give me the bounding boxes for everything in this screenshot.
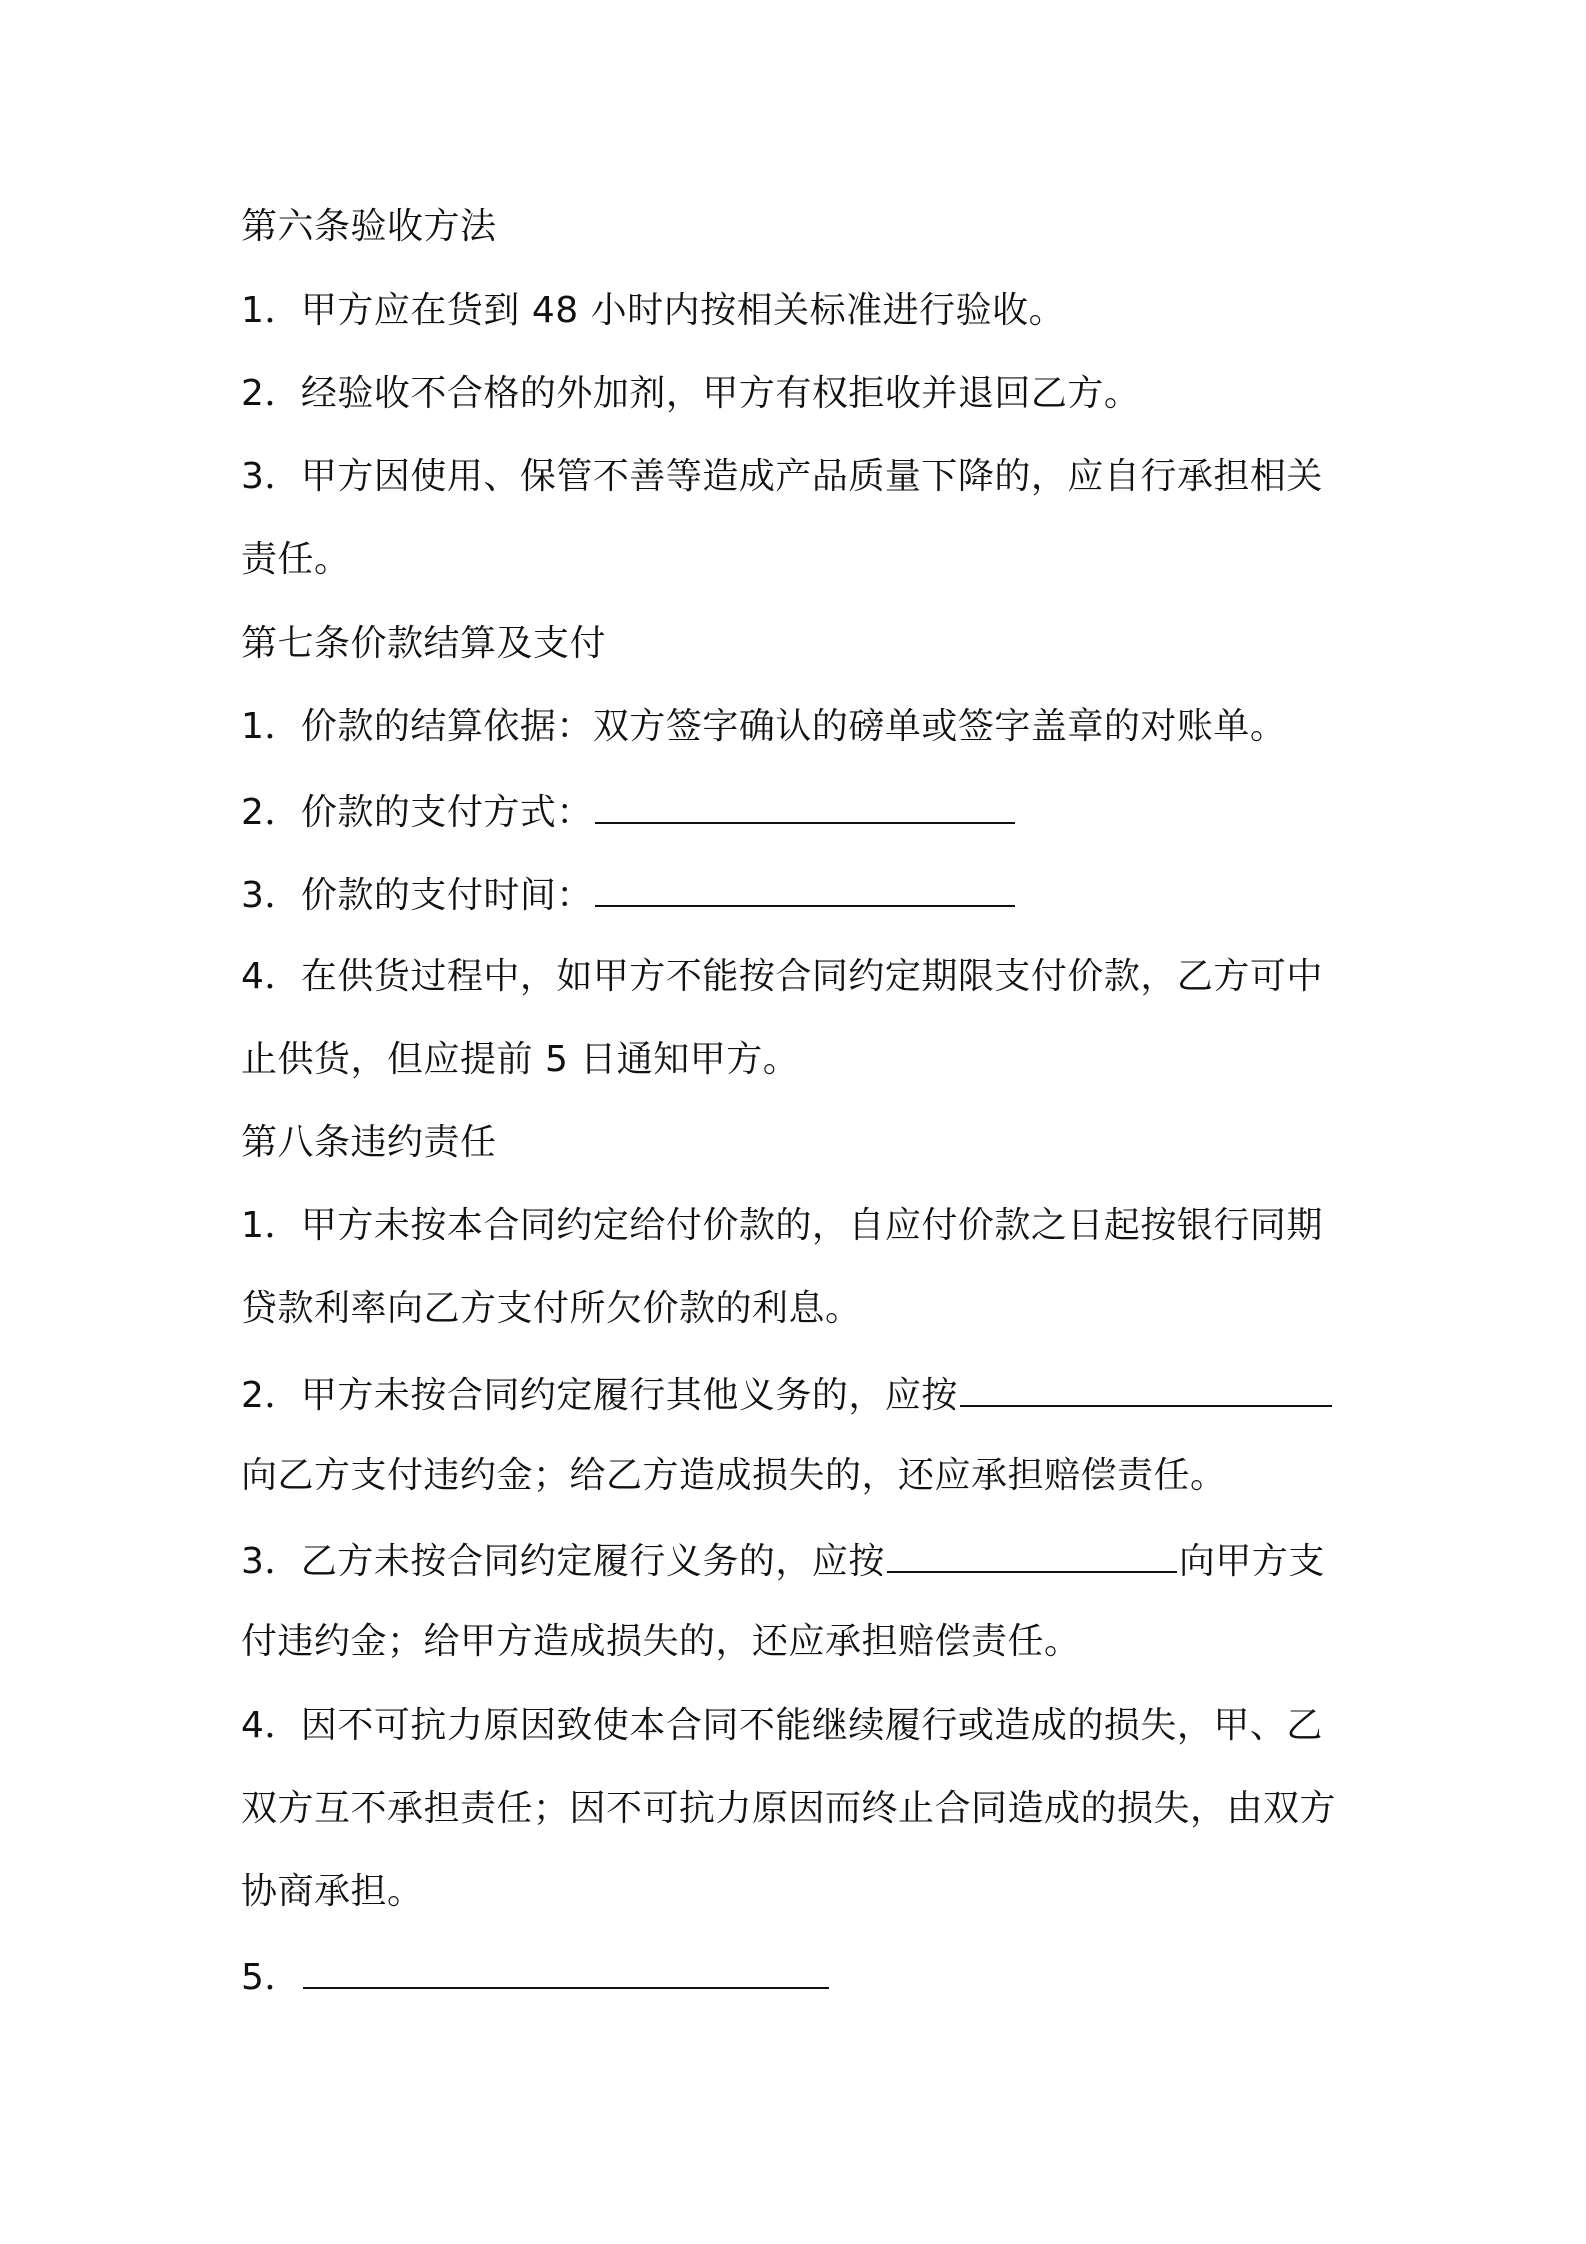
article8-item2-prefix: 2．甲方未按合同约定履行其他义务的，应按 <box>241 1375 958 1416</box>
article7-item3 <box>241 869 1017 920</box>
article8-item1-line1: 1．甲方未按本合同约定给付价款的，自应付价款之日起按银行同期 <box>241 1205 1323 1246</box>
article8-item2-line1 <box>241 1369 1334 1420</box>
article8-item5 <box>241 1951 831 2002</box>
seller-penalty-blank[interactable] <box>887 1535 1177 1573</box>
article8-item4-line1: 4．因不可抗力原因致使本合同不能继续履行或造成的损失，甲、乙 <box>241 1705 1323 1746</box>
article7-item4-line1: 4．在供货过程中，如甲方不能按合同约定期限支付价款，乙方可中 <box>241 956 1323 997</box>
buyer-penalty-blank[interactable] <box>960 1369 1332 1407</box>
article7-item3-label: 3．价款的支付时间： <box>241 875 593 916</box>
article8-item3-suffix: 向甲方支 <box>1178 1541 1325 1582</box>
article6-item3-line2: 责任。 <box>241 539 351 580</box>
article7-title: 第七条价款结算及支付 <box>241 623 607 664</box>
article8-item3-prefix: 3．乙方未按合同约定履行义务的，应按 <box>241 1541 885 1582</box>
article6-item2: 2．经验收不合格的外加剂，甲方有权拒收并退回乙方。 <box>241 373 1141 414</box>
article8-item4-line2: 双方互不承担责任；因不可抗力原因而终止合同造成的损失，由双方 <box>241 1788 1337 1829</box>
article7-item2-label: 2．价款的支付方式： <box>241 792 593 833</box>
article7-item2 <box>241 786 1017 837</box>
article8-item4-line3: 协商承担。 <box>241 1871 424 1912</box>
article8-item5-label: 5． <box>241 1957 301 1998</box>
article8-item3-line1 <box>241 1535 1325 1586</box>
article6-item3-line1: 3．甲方因使用、保管不善等造成产品质量下降的，应自行承担相关 <box>241 456 1323 497</box>
article8-item1-line2: 贷款利率向乙方支付所欠价款的利息。 <box>241 1288 862 1329</box>
article7-item1: 1．价款的结算依据：双方签字确认的磅单或签字盖章的对账单。 <box>241 706 1287 747</box>
payment-method-blank[interactable] <box>595 786 1015 824</box>
additional-clause-blank[interactable] <box>303 1951 829 1989</box>
article7-item4-line2: 止供货，但应提前 5 日通知甲方。 <box>241 1039 800 1080</box>
payment-time-blank[interactable] <box>595 869 1015 907</box>
article6-item1: 1．甲方应在货到 48 小时内按相关标准进行验收。 <box>241 290 1066 331</box>
article6-title: 第六条验收方法 <box>241 206 497 247</box>
article8-item2-line2: 向乙方支付违约金；给乙方造成损失的，还应承担赔偿责任。 <box>241 1455 1227 1496</box>
article8-item3-line2: 付违约金；给甲方造成损失的，还应承担赔偿责任。 <box>241 1621 1081 1662</box>
article8-title: 第八条违约责任 <box>241 1122 497 1163</box>
